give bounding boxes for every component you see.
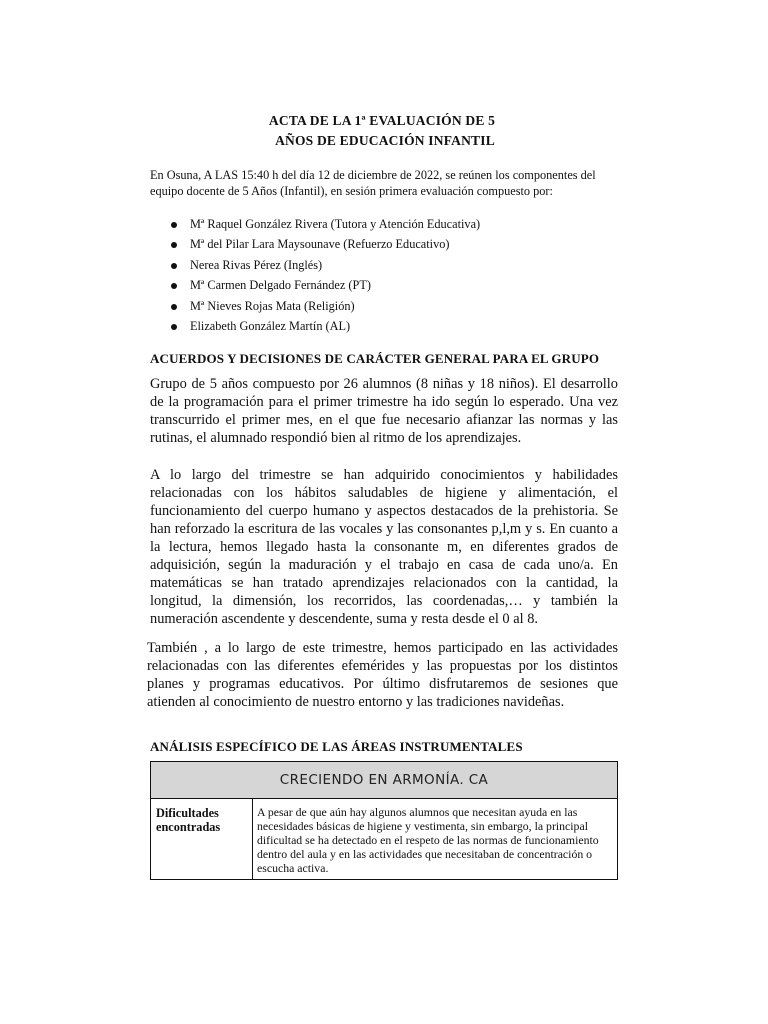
- staff-list: [150, 214, 620, 336]
- staff-member-name: Mª Nieves Rojas Mata (Religión): [190, 298, 355, 313]
- group-summary-paragraph: Grupo de 5 años compuesto por 26 alumnos (8 niñas y 18 niños). El desarrollo de la programación para el primer trimestre ha ido según lo esperado. Una vez transcurrido el primer mes, en el que fue necesario afianzar las normas y las rutinas, el alumnado respondió bien al ritmo de los aprendizajes.: [150, 376, 618, 446]
- activities-paragraph: También , a lo largo de este trimestre, hemos participado en las actividades relacionadas con las diferentes efemérides y las propuestas por los distintos planes y programas educativos. Por último disfrutaremos de sesiones que atienden al conocimiento de nuestro entorno y las tradiciones navideñas.: [147, 640, 618, 710]
- difficulties-text-cell: A pesar de que aún hay algunos alumnos que necesitan ayuda en las necesidades básicas de higiene y vestimenta, sin embargo, la principal dificultad se ha detectado en el respeto de las normas de funcionamiento dentro del aula y en las actividades que necesitaban de concentración o escucha activa.: [253, 799, 618, 880]
- staff-member-name: Mª Raquel González Rivera (Tutora y Atención Educativa): [190, 217, 481, 231]
- area-header-cell: CRECIENDO EN ARMONÍA. CA: [151, 762, 618, 799]
- list-item: [150, 316, 620, 336]
- staff-member-name: Mª del Pilar Lara Maysounave (Refuerzo Educativo): [190, 237, 450, 252]
- staff-member-name: Nerea Rivas Pérez (Inglés): [190, 257, 323, 272]
- learning-content-paragraph: A lo largo del trimestre se han adquirido conocimientos y habilidades relacionadas con los hábitos saludables de higiene y alimentación, el funcionamiento del cuerpo humano y aspectos destacados de la prehistoria. Se han reforzado la escritura de las vocales y las consonantes p,l,m y s. En cuanto a la lectura, hemos llegado hasta la consonante m, en diferentes grados de adquisición, según la maduración y el trabajo en casa de cada uno/a. En matemáticas se han tratado aprendizajes relacionados con la cantidad, la longitud, la dimensión, los recorridos, las coordenadas,… y también la numeración ascendente y descendente, suma y resta desde el 0 al 8.: [150, 467, 618, 627]
- section-heading-general: ACUERDOS Y DECISIONES DE CARÁCTER GENERAL PARA EL GRUPO: [150, 351, 600, 366]
- list-item: [150, 275, 620, 295]
- list-item: [150, 255, 620, 275]
- document-title-line-2: AÑOS DE EDUCACIÓN INFANTIL: [275, 133, 495, 148]
- section-heading-areas: ANÁLISIS ESPECÍFICO DE LAS ÁREAS INSTRUMENTALES: [150, 739, 523, 754]
- bullet-icon: [171, 324, 177, 330]
- bullet-icon: [171, 222, 177, 228]
- intro-paragraph: En Osuna, A LAS 15:40 h del día 12 de diciembre de 2022, se reúnen los componentes del equipo docente de 5 Años (Infantil), en sesión primera evaluación compuesto por:: [150, 168, 596, 198]
- area-analysis-table: [150, 761, 618, 880]
- difficulties-label-cell: Dificultades encontradas: [151, 799, 253, 880]
- list-item: [150, 214, 620, 234]
- staff-member-name: Mª Carmen Delgado Fernández (PT): [190, 278, 371, 293]
- staff-member-name: Elizabeth González Martín (AL): [190, 318, 351, 333]
- table-row: [151, 762, 618, 799]
- list-item: [150, 296, 620, 316]
- bullet-icon: [171, 242, 177, 248]
- table-row: [151, 799, 618, 880]
- bullet-icon: [171, 283, 177, 289]
- bullet-icon: [171, 304, 177, 310]
- document-title-line-1: ACTA DE LA 1ª EVALUACIÓN DE 5: [268, 113, 496, 128]
- bullet-icon: [171, 263, 177, 269]
- list-item: [150, 234, 620, 254]
